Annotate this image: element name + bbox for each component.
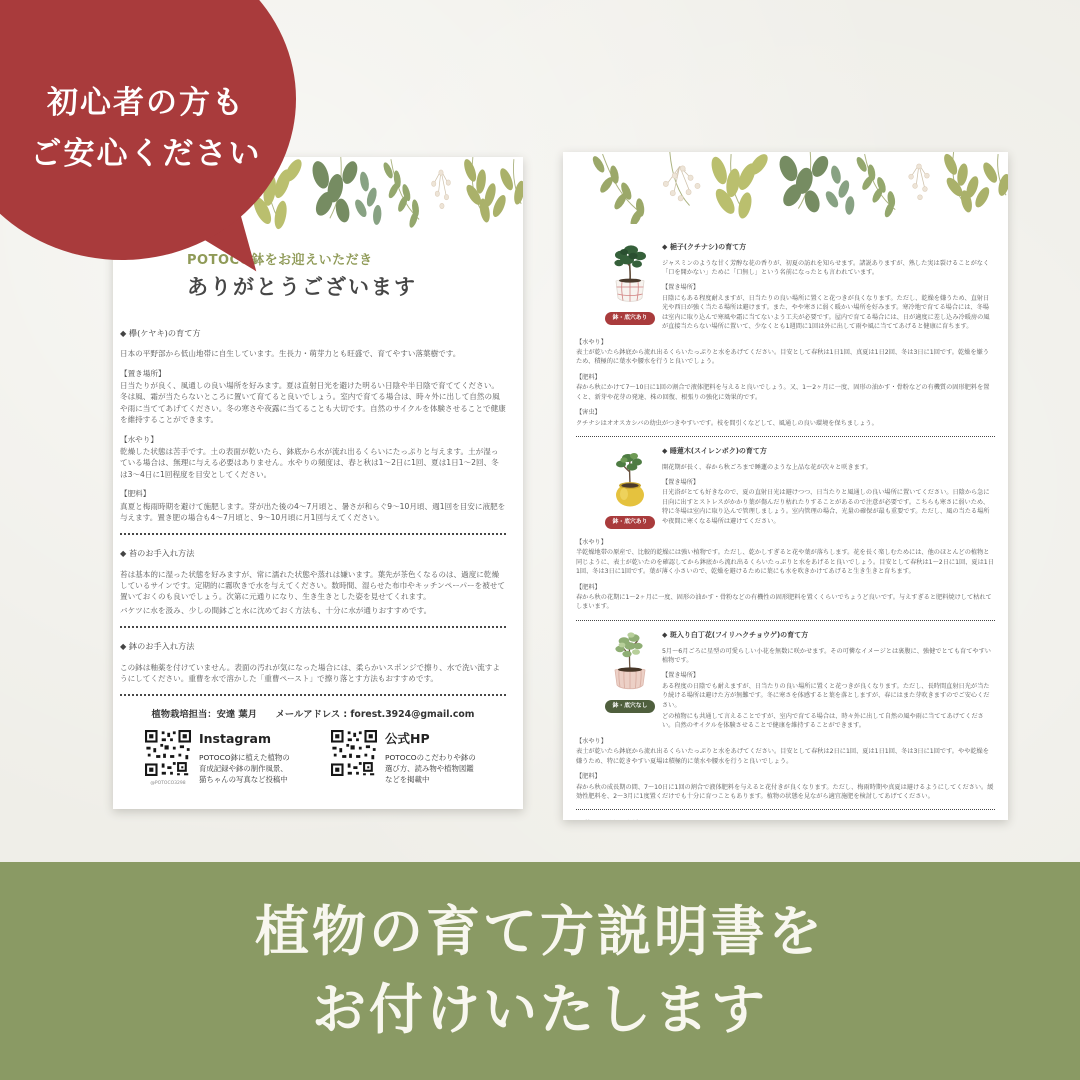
- instagram-qr-code-icon: [145, 730, 191, 776]
- keyaki-place-text: 日当たりが良く、風通しの良い場所を好みます。夏は直射日光を避けた明るい日陰や半日陰で育ててください。冬は風、霜が当たらないところに置いて育てると良いでしょう。室内で育てる場合は、時々外に出して自然の風や雨に当ててあげてください。冬の寒さや夜露に当てることも大切です。自然のサイクルを体験させることで健康を維持することができます。: [120, 381, 506, 425]
- dotted-divider: [576, 809, 995, 810]
- keyaki-intro: 日本の平野部から低山地帯に自生しています。生長力・萌芽力とも旺盛で、育てやすい落葉樹です。: [120, 349, 461, 359]
- suirenboku-heading: ◆ 睡蓮木(スイレンボク)の育て方: [662, 446, 767, 455]
- water-label: 【水やり】: [576, 737, 607, 745]
- instagram-desc: POTOCO鉢に植えた植物の育成記録や鉢の制作風景、猫ちゃんの写真など投稿中: [199, 753, 290, 785]
- dotted-divider: [120, 626, 506, 628]
- moss-section-heading: [576, 819, 995, 820]
- hakuchoge-water-text: 表土が乾いたら鉢底から流れ出るくらいたっぷりと水をあげてください。目安として春秋は2日に1回、夏は1日1回、冬は3日に1回です。やや乾燥を嫌うため、特に乾きやすい夏場は積極的に葉水や腰水を行うと良いでしょう。: [576, 748, 989, 765]
- keyaki-water-text: 乾燥した状態は苦手です。土の表面が乾いたら、鉢底から水が流れ出るくらいにたっぷりと与えます。土が湿っている場合は、無理に与える必要はありません。水やりの頻度は、春と秋は1〜2日に1回、夏は1日1〜2回、冬は3〜4日に1回程度を目安としてください。: [120, 447, 499, 479]
- keyaki-section-heading: ◆ 欅(ケヤキ)の育て方: [120, 328, 201, 338]
- drainage-hole-badge: 鉢・底穴あり: [605, 516, 656, 529]
- dotted-divider: [120, 533, 506, 535]
- hakuchoge-place-text: ある程度の日陰でも耐えますが、日当たりの良い場所に置くと花つきが良くなります。ただし、長時間直射日光が当たり続ける場所は避けた方が無難です。冬に寒さを体感すると葉を落としますが、春にはまた芽吹きますのでご安心ください。: [662, 682, 990, 709]
- no-drainage-hole-badge: 鉢・底穴なし: [605, 700, 656, 713]
- kuchinashi-plant-photo: [606, 244, 654, 306]
- kuchinashi-water-text: 表土が乾いたら鉢底から流れ出るくらいたっぷりと水をあげてください。目安として春秋は1日1回、真夏は1日2回、冬は3日に1回です。乾燥を嫌うため、積極的に葉水や腰水を行うと良いでしょう。: [576, 349, 989, 366]
- official-site-qr-code-icon: [331, 730, 377, 776]
- banner-line-1: 植物の育て方説明書を: [255, 899, 825, 963]
- sheet-subtitle: POTOCO鉢をお迎えいただき: [187, 253, 373, 268]
- hakuchoge-figure: [604, 632, 656, 713]
- instagram-title: Instagram: [199, 731, 271, 747]
- moss-text: 苔は基本的に湿った状態を好みますが、常に濡れた状態や蒸れは嫌います。葉先が茶色くなるのは、過度に乾燥しているサインです。定期的に霧吹きで水を与えてください。数時間、湿らせた布巾やキッチンペーパーを被せて置いておくのも良いでしょう。次第に元通りになり、生き生きとした姿を見せてくれます。: [120, 569, 505, 602]
- official-site-desc: POTOCOのこだわりや鉢の選び方、読み物や植物図鑑などを掲載中: [385, 753, 476, 785]
- fertilizer-label: 【肥料】: [576, 773, 601, 781]
- suirenboku-fert-text: 春から秋の花期に1〜2ヶ月に一度、固形の油かす・骨粉などの有機性の固形肥料を置くくらいでちょうど良いです。与えすぎると肥料焼けして枯れてしまいます。: [576, 594, 992, 611]
- moss-text-2: バケツに水を汲み、少しの間鉢ごと水に沈めておく方法も、十分に水が通りおすすめです。: [120, 605, 432, 615]
- moss-section-heading: ◆ 苔のお手入れ方法: [120, 548, 195, 559]
- hakuchoge-place-text-2: どの植物にも共通して言えることですが、室内で育てる場合は、時々外に出して自然の風や雨に当ててあげてください。自然のサイクルを体験させることで健康を維持することができます。: [662, 713, 984, 730]
- fertilizer-label: 【肥料】: [120, 489, 151, 499]
- water-label: 【水やり】: [576, 338, 607, 346]
- place-label: 【置き場所】: [120, 368, 166, 378]
- banner-line-2: お付けいたします: [312, 978, 768, 1041]
- water-label: 【水やり】: [576, 538, 607, 546]
- bottom-banner: [0, 862, 1080, 1080]
- hakuchoge-fert-text: 春から秋の成長期の間、7〜10日に1回の割合で液体肥料を与えると花付きが良くなります。ただし、梅雨時期や真夏は避けるようにしてください。緩効性肥料を、2〜3月に1度置くだけでも十分に育つこともあります。植物の状態を見ながら適宜施肥を検討してあげてください。: [576, 783, 994, 801]
- bubble-line-2: ご安心ください: [30, 136, 262, 173]
- kuchinashi-heading: ◆ 梔子(クチナシ)の育て方: [662, 243, 747, 251]
- official-site-block: [331, 730, 481, 787]
- kuchinashi-pest-text: クチナシはオオスカシバの幼虫がつきやすいです。枝を間引くなどして、風通しの良い環境を保ちましょう。: [576, 419, 878, 427]
- drainage-hole-badge: 鉢・底穴あり: [605, 312, 656, 325]
- place-label: 【置き場所】: [662, 284, 700, 292]
- suirenboku-water-text: 半乾燥地帯の原産で、比較的乾燥には強い植物です。ただし、乾かしすぎると花や葉が落ちします。花を長く楽しむためには、他のほとんどの植物と同じように、表土が乾いたのを確認してから鉢底から流れ出るくらいたっぷりと水をあげると良いでしょう。目安として春秋は1〜2日に1回、夏は1日1回、冬は3日に1回です。葉が薄く小さいので、乾燥を避けるために葉にも水を吹きかけてあげると生き生きと育ちます。: [576, 549, 994, 576]
- fertilizer-label: 【肥料】: [576, 583, 601, 591]
- suirenboku-section: [576, 446, 995, 532]
- kuchinashi-intro: ジャスミンのような甘く芳醇な花の香りが、初夏の訪れを知らせます。諸説ありますが、熟した実は裂けることがなく「口を開かない」ために「口無し」という名前になったとも言われています。: [662, 259, 990, 277]
- care-sheet-right: [563, 152, 1008, 820]
- instagram-block: [145, 730, 295, 787]
- official-site-title: 公式HP: [385, 731, 430, 747]
- sheet-body: [113, 301, 523, 787]
- bubble-line-1: 初心者の方も: [47, 85, 245, 121]
- qr-links-row: [120, 730, 506, 787]
- sheet-body: [563, 224, 1008, 820]
- kuchinashi-figure: [604, 244, 656, 325]
- suirenboku-intro: 開花期が長く、春から秋ごろまで睡蓮のような上品な花が次々と咲きます。: [662, 463, 872, 471]
- pot-care-text: この鉢は釉薬を付けていません。表面の汚れが気になった場合には、柔らかいスポンジで擦り、水で洗い流すようにしてください。重曹を水で溶かした「重曹ペースト」で擦り落とす方法もおすすめです。: [120, 662, 500, 683]
- place-label: 【置き場所】: [662, 672, 700, 680]
- hakuchoge-plant-photo: [606, 632, 654, 694]
- hakuchoge-section: [576, 630, 995, 731]
- contact-line: 植物栽培担当：安達 葉月 メールアドレス : forest.3924@gmail.com: [151, 709, 475, 721]
- keyaki-fert-text: 真夏と梅雨時期を避けて施肥します。芽が出た後の4〜7月頃と、暑さが和らぐ9〜10月頃、週1回を目安に液肥を与えます。置き肥の場合も4〜7月頃と、9〜10月頃に月1回与えてください。: [120, 501, 506, 522]
- kuchinashi-section: [576, 242, 995, 332]
- hakuchoge-intro: 5月〜6月ごろに星型の可愛らしい小花を無数に咲かせます。その可憐なイメージとは裏腹に、強健でとても育てやすい植物です。: [662, 647, 991, 664]
- pest-label: 【害虫】: [576, 409, 601, 417]
- suirenboku-place-text: 日光浴がとても好きなので、夏の直射日光は避けつつ、日当たりと風通しの良い場所に置いてください。日陰から急に日向に出すとストレスがかかり葉が傷んだり枯れたりすることがあるので注意が必要です。こちらも寒さに弱いため、特に冬場は室内に取り込んで管理しましょう。室内管理の場合、光量の確保が最も重要です。ただし、風の当たる場所や夜間に寒くなる場所は避けてください。: [662, 489, 990, 525]
- dotted-divider: [576, 620, 995, 621]
- care-sheet-left: [113, 157, 523, 809]
- suirenboku-figure: [604, 448, 656, 529]
- dotted-divider: [120, 694, 506, 696]
- beginner-reassurance-text: [6, 78, 286, 180]
- place-label: 【置き場所】: [662, 479, 700, 486]
- leaf-border-illustration: [563, 152, 1008, 224]
- hakuchoge-heading: ◆ 斑入り白丁花(フイリハクチョウゲ)の育て方: [662, 630, 809, 639]
- suirenboku-plant-photo: [606, 448, 654, 510]
- dotted-divider: [576, 436, 995, 437]
- kuchinashi-place-text: 日陰にもある程度耐えますが、日当たりの良い場所に置くと花つきが良くなります。ただし、乾燥を嫌うため、直射日光や西日が強く当たる場所は避けます。また、やや寒さに弱く暖かい場所を好みます。寒冷地で育てる場合には、冬場は室内に取り込んで寒風や霜に当てないよう工夫が必要です。屋内で育てる場合には、日が適度に差し込み冷暖房の風が直接当たらない場所に置いて、少なくとも1週間に1回は外に出して雨や風に当ててあげると健康に育ちます。: [662, 294, 990, 331]
- sheet-main-title: ありがとうございます: [187, 275, 417, 299]
- instagram-handle: @POTOCO3298: [150, 780, 186, 786]
- kuchinashi-fert-text: 春から秋にかけて7〜10日に1回の割合で液体肥料を与えると良いでしょう。又、1〜2ヶ月に一度、固形の油かす・骨粉などの有機質の固形肥料を置くと、新芽や花芽の発達、株の回復、根張りの強化に効果的です。: [576, 384, 990, 401]
- pot-care-section-heading: ◆ 鉢のお手入れ方法: [120, 641, 195, 652]
- fertilizer-label: 【肥料】: [576, 373, 601, 381]
- water-label: 【水やり】: [120, 434, 158, 444]
